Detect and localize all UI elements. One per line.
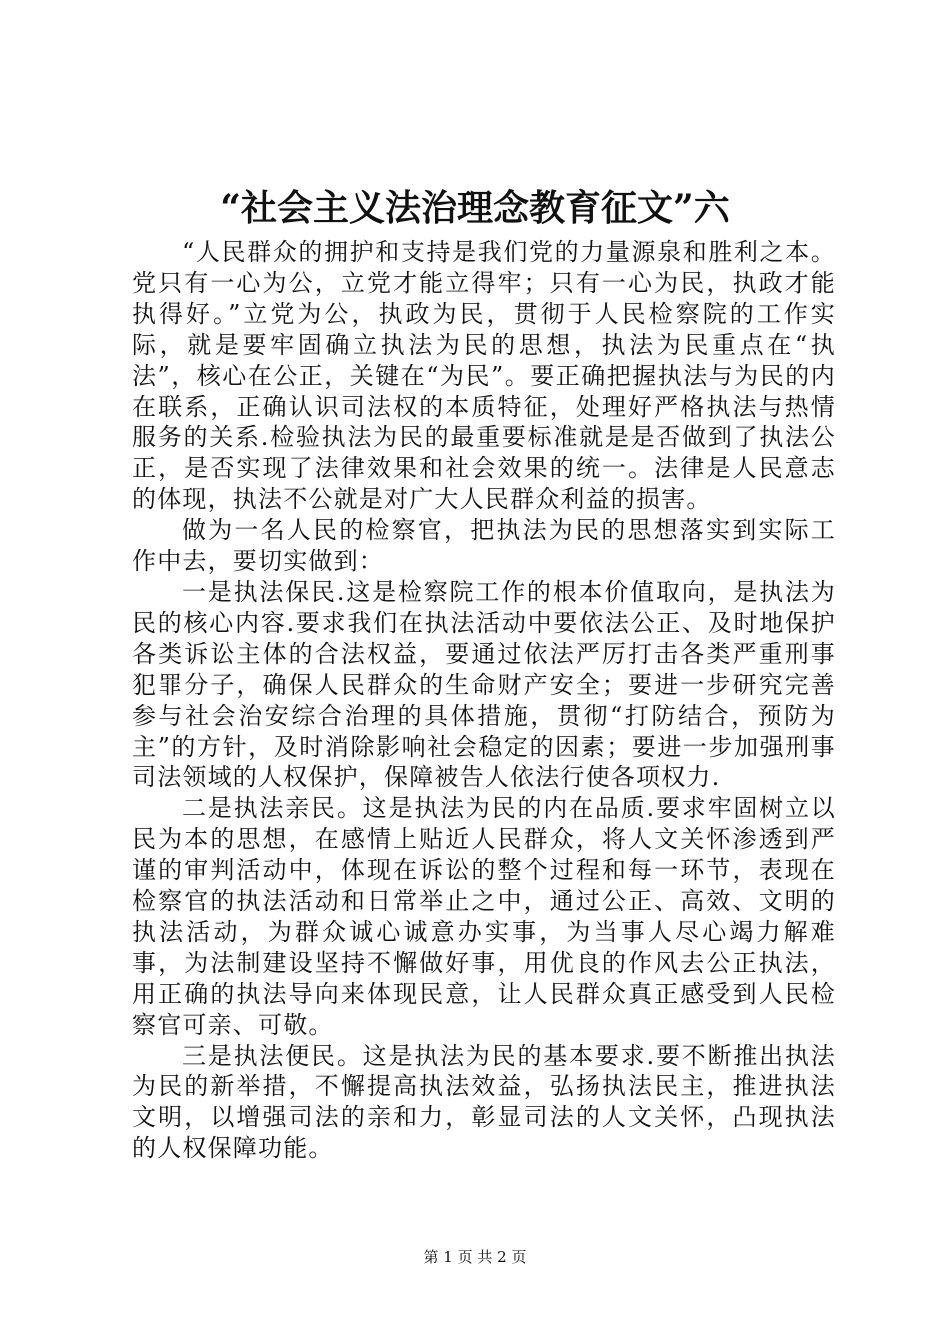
paragraph-point-two: 二是执法亲民。这是执法为民的内在品质.要求牢固树立以民为本的思想，在感情上贴近人民群众，将人文关怀渗透到严谨的审判活动中，体现在诉讼的整个过程和每一环节，表现在检察官的执法活动和日常举止之中，通过公正、高效、文明的执法活动，为群众诚心诚意办实事，为当事人尽心竭力解难事，为法制建设坚持不懈做好事，用优良的作风去公正执法，用正确的执法导向来体现民意，让人民群众真正感受到人民检察官可亲、可敬。 [132, 794, 836, 1039]
paragraph-intro: “人民群众的拥护和支持是我们党的力量源泉和胜利之本。党只有一心为公，立党才能立得牢；只有一心为民，执政才能执得好。”立党为公，执政为民，贯彻于人民检察院的工作实际，就是要牢固确立执法为民的思想，执法为民重点在“执法”，核心在公正，关键在“为民”。要正确把握执法与为民的内在联系，正确认识司法权的本质特征，处理好严格执法与热情服务的关系.检验执法为民的最重要标准就是是否做到了执法公正，是否实现了法律效果和社会效果的统一。法律是人民意志的体现，执法不公就是对广大人民群众利益的损害。 [132, 238, 836, 514]
paragraph-point-one: 一是执法保民.这是检察院工作的根本价值取向，是执法为民的核心内容.要求我们在执法活动中要依法公正、及时地保护各类诉讼主体的合法权益，要通过依法严厉打击各类严重刑事犯罪分子，确保人民群众的生命财产安全；要进一步研究完善参与社会治安综合治理的具体措施，贯彻“打防结合，预防为主”的方针，及时消除影响社会稳定的因素；要进一步加强刑事司法领域的人权保护，保障被告人依法行使各项权力. [132, 577, 836, 792]
document-body [132, 237, 836, 1164]
paragraph-lead-in: 做为一名人民的检察官，把执法为民的思想落实到实际工作中去，要切实做到： [132, 516, 836, 576]
document-title: “社会主义法治理念教育征文”六 [220, 187, 730, 229]
paragraph-point-three: 三是执法便民。这是执法为民的基本要求.要不断推出执法为民的新举措，不懈提高执法效益，弘扬执法民主，推进执法文明，以增强司法的亲和力，彰显司法的人文关怀，凸现执法的人权保障功能。 [132, 1041, 836, 1163]
page-number-footer: 第 1 页 共 2 页 [423, 1248, 527, 1266]
